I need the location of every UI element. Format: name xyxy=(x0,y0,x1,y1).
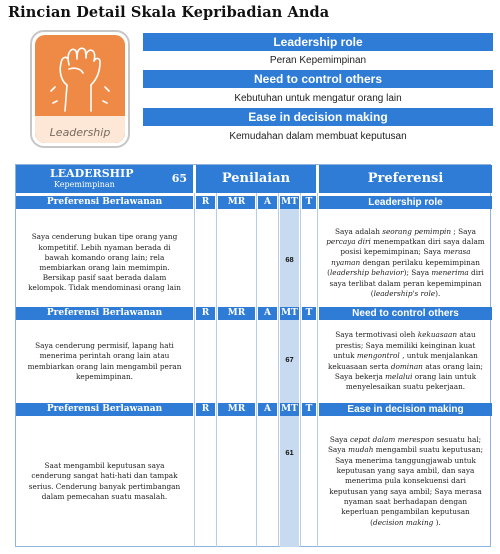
col-mt: MT xyxy=(281,404,298,414)
role-sub-leadership: Peran Kepemimpinan xyxy=(269,55,367,66)
score-value: 68 xyxy=(285,255,294,264)
preference-header: Preferensi xyxy=(319,165,492,193)
grid-line xyxy=(256,193,257,547)
col-r: R xyxy=(196,307,215,320)
grid-line xyxy=(194,193,195,547)
col-t: T xyxy=(302,403,316,416)
col-mt: MT xyxy=(281,308,298,318)
opposite-text: Saya cenderung permisif, lapang hati menerima perintah orang lain atau membiarkan orang lain mengambil peran kepemimpinan. xyxy=(27,341,182,381)
role-band-decision: Ease in decision making xyxy=(143,108,493,126)
score-value: 67 xyxy=(285,355,294,364)
logo-tile xyxy=(35,35,125,143)
preference-text: Saya adalah seorang pemimpin ; Saya percaya diri menempatkan diri saya dalam posisi kepemimpinan; Saya merasa nyaman dengan perilaku kepemimpinan (leadership behavior); Saya menerima diri saya terlibat dalam peran kepemimpinan (leadership's role). xyxy=(326,226,485,298)
col-r: R xyxy=(196,196,215,209)
mt-highlight xyxy=(280,416,299,547)
scale-score: 65 xyxy=(171,172,187,185)
scale-header xyxy=(16,165,193,193)
preference-text: Saya termotivasi oleh kekuasaan atau prestis; Saya memiliki keinginan kuat untuk mengontrol , untuk menjalankan kekuasaan serta dominan atas orang lain; Saya bekerja melalui orang lain untuk menyelesaikan suatu pekerjaan. xyxy=(327,330,484,392)
col-mt: MT xyxy=(281,197,298,207)
opposite-text: Saya cenderung bukan tipe orang yang kompetitif. Lebih nyaman berada di bawah komando orang lain; rela membiarkan orang lain memimpin. Bersikap pasif saat berada dalam kelompok. Tidak mendominasi orang lain xyxy=(28,232,181,293)
page-title: Rincian Detail Skala Kepribadian Anda xyxy=(8,4,330,21)
grid-line xyxy=(300,193,301,547)
opposite-pref-header: Preferensi Berlawanan xyxy=(16,196,193,209)
row-role-title: Need to control others xyxy=(319,307,492,320)
col-mr: MR xyxy=(218,307,255,320)
raised-fist-icon xyxy=(47,41,113,115)
opposite-pref-header: Preferensi Berlawanan xyxy=(16,307,193,320)
role-band-control: Need to control others xyxy=(143,70,493,88)
col-t: T xyxy=(302,307,316,320)
opposite-text: Saat mengambil keputusan saya cenderung sangat hati-hati dan tampak serius. Cenderung banyak pertimbangan dalam pemecahan suatu masalah. xyxy=(28,461,181,501)
row-role-title: Ease in decision making xyxy=(319,403,492,416)
preference-text: Saya cepat dalam merespon sesuatu hal; Saya mudah mengambil suatu keputusan; Saya menerima tanggungjawab untuk keputusan yang saya ambil, dan saya menerima pula konsekuensi dari keputusan yang saya ambil; Saya merasa nyaman saat berhadapan dengan keperluan pengambilan keputusan (decision making ). xyxy=(327,434,484,527)
personality-scale-table xyxy=(15,164,491,547)
role-sub-control: Kebutuhan untuk mengatur orang lain xyxy=(234,93,402,104)
col-t: T xyxy=(302,196,316,209)
col-r: R xyxy=(196,403,215,416)
row-role-title: Leadership role xyxy=(319,196,492,209)
col-mr: MR xyxy=(218,403,255,416)
col-mr: MR xyxy=(218,196,255,209)
scale-name: LEADERSHIP xyxy=(50,167,134,180)
grid-line xyxy=(317,193,318,547)
role-sub-decision: Kemudahan dalam membuat keputusan xyxy=(229,131,407,142)
opposite-pref-header: Preferensi Berlawanan xyxy=(16,403,193,416)
grid-line xyxy=(278,193,279,547)
scale-subtitle: Kepemimpinan xyxy=(54,180,115,189)
assessment-header: Penilaian xyxy=(196,165,316,193)
grid-line xyxy=(216,193,217,547)
leadership-logo xyxy=(30,30,130,148)
col-a: A xyxy=(258,307,277,320)
score-value: 61 xyxy=(285,448,294,457)
col-a: A xyxy=(258,196,277,209)
role-band-leadership: Leadership role xyxy=(143,33,493,51)
logo-text: Leadership xyxy=(49,126,111,139)
col-a: A xyxy=(258,403,277,416)
